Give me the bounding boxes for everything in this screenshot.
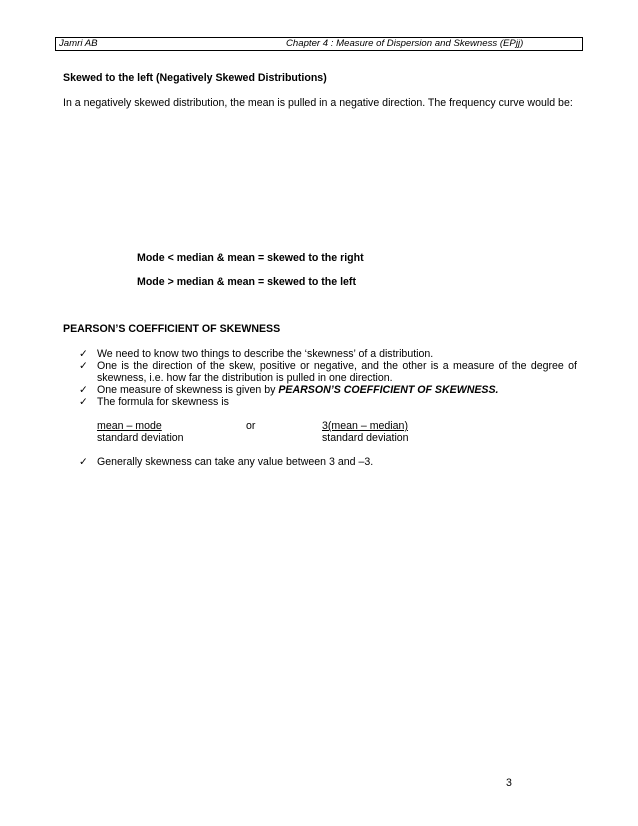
- page-number: 3: [506, 777, 512, 789]
- bullet-two-things: We need to know two things to describe the ‘skewness’ of a distribution.: [97, 348, 434, 360]
- check-icon: ✓: [79, 360, 88, 372]
- bullet-pearson-prefix: One measure of skewness is given by: [97, 384, 279, 396]
- check-icon: ✓: [79, 384, 88, 396]
- intro-paragraph: In a negatively skewed distribution, the mean is pulled in a negative direction. The frequency curve would be:: [63, 97, 573, 109]
- bullet-direction-line1: One is the direction of the skew, positive or negative, and the other is a measure of the degree of: [97, 360, 577, 372]
- section-heading-pearson: PEARSON’S COEFFICIENT OF SKEWNESS: [63, 323, 281, 335]
- formula-denominator-1: standard deviation: [97, 432, 184, 444]
- formula-or: or: [246, 420, 256, 432]
- check-icon: ✓: [79, 396, 88, 408]
- header-author: Jamri AB: [59, 38, 98, 49]
- pearson-emphasis: PEARSON’S COEFFICIENT OF SKEWNESS.: [278, 384, 499, 396]
- section-heading-negative-skew: Skewed to the left (Negatively Skewed Distributions): [63, 72, 327, 84]
- bullet-formula-intro: The formula for skewness is: [97, 396, 229, 408]
- bullet-direction-line2: skewness, i.e. how far the distribution is pulled in one direction.: [97, 372, 393, 384]
- bullet-skewness-range: Generally skewness can take any value between 3 and –3.: [97, 456, 374, 468]
- header-chapter: Chapter 4 : Measure of Dispersion and Skewness (EPjj): [286, 38, 524, 49]
- rule-left-skew: Mode > median & mean = skewed to the left: [137, 276, 356, 288]
- rule-right-skew: Mode < median & mean = skewed to the right: [137, 252, 364, 264]
- check-icon: ✓: [79, 348, 88, 360]
- check-icon: ✓: [79, 456, 88, 468]
- formula-numerator-1: mean – mode: [97, 420, 162, 432]
- formula-numerator-2: 3(mean – median): [322, 420, 408, 432]
- bullet-pearson-measure: [97, 384, 499, 396]
- formula-denominator-2: standard deviation: [322, 432, 409, 444]
- page-header: [55, 37, 583, 51]
